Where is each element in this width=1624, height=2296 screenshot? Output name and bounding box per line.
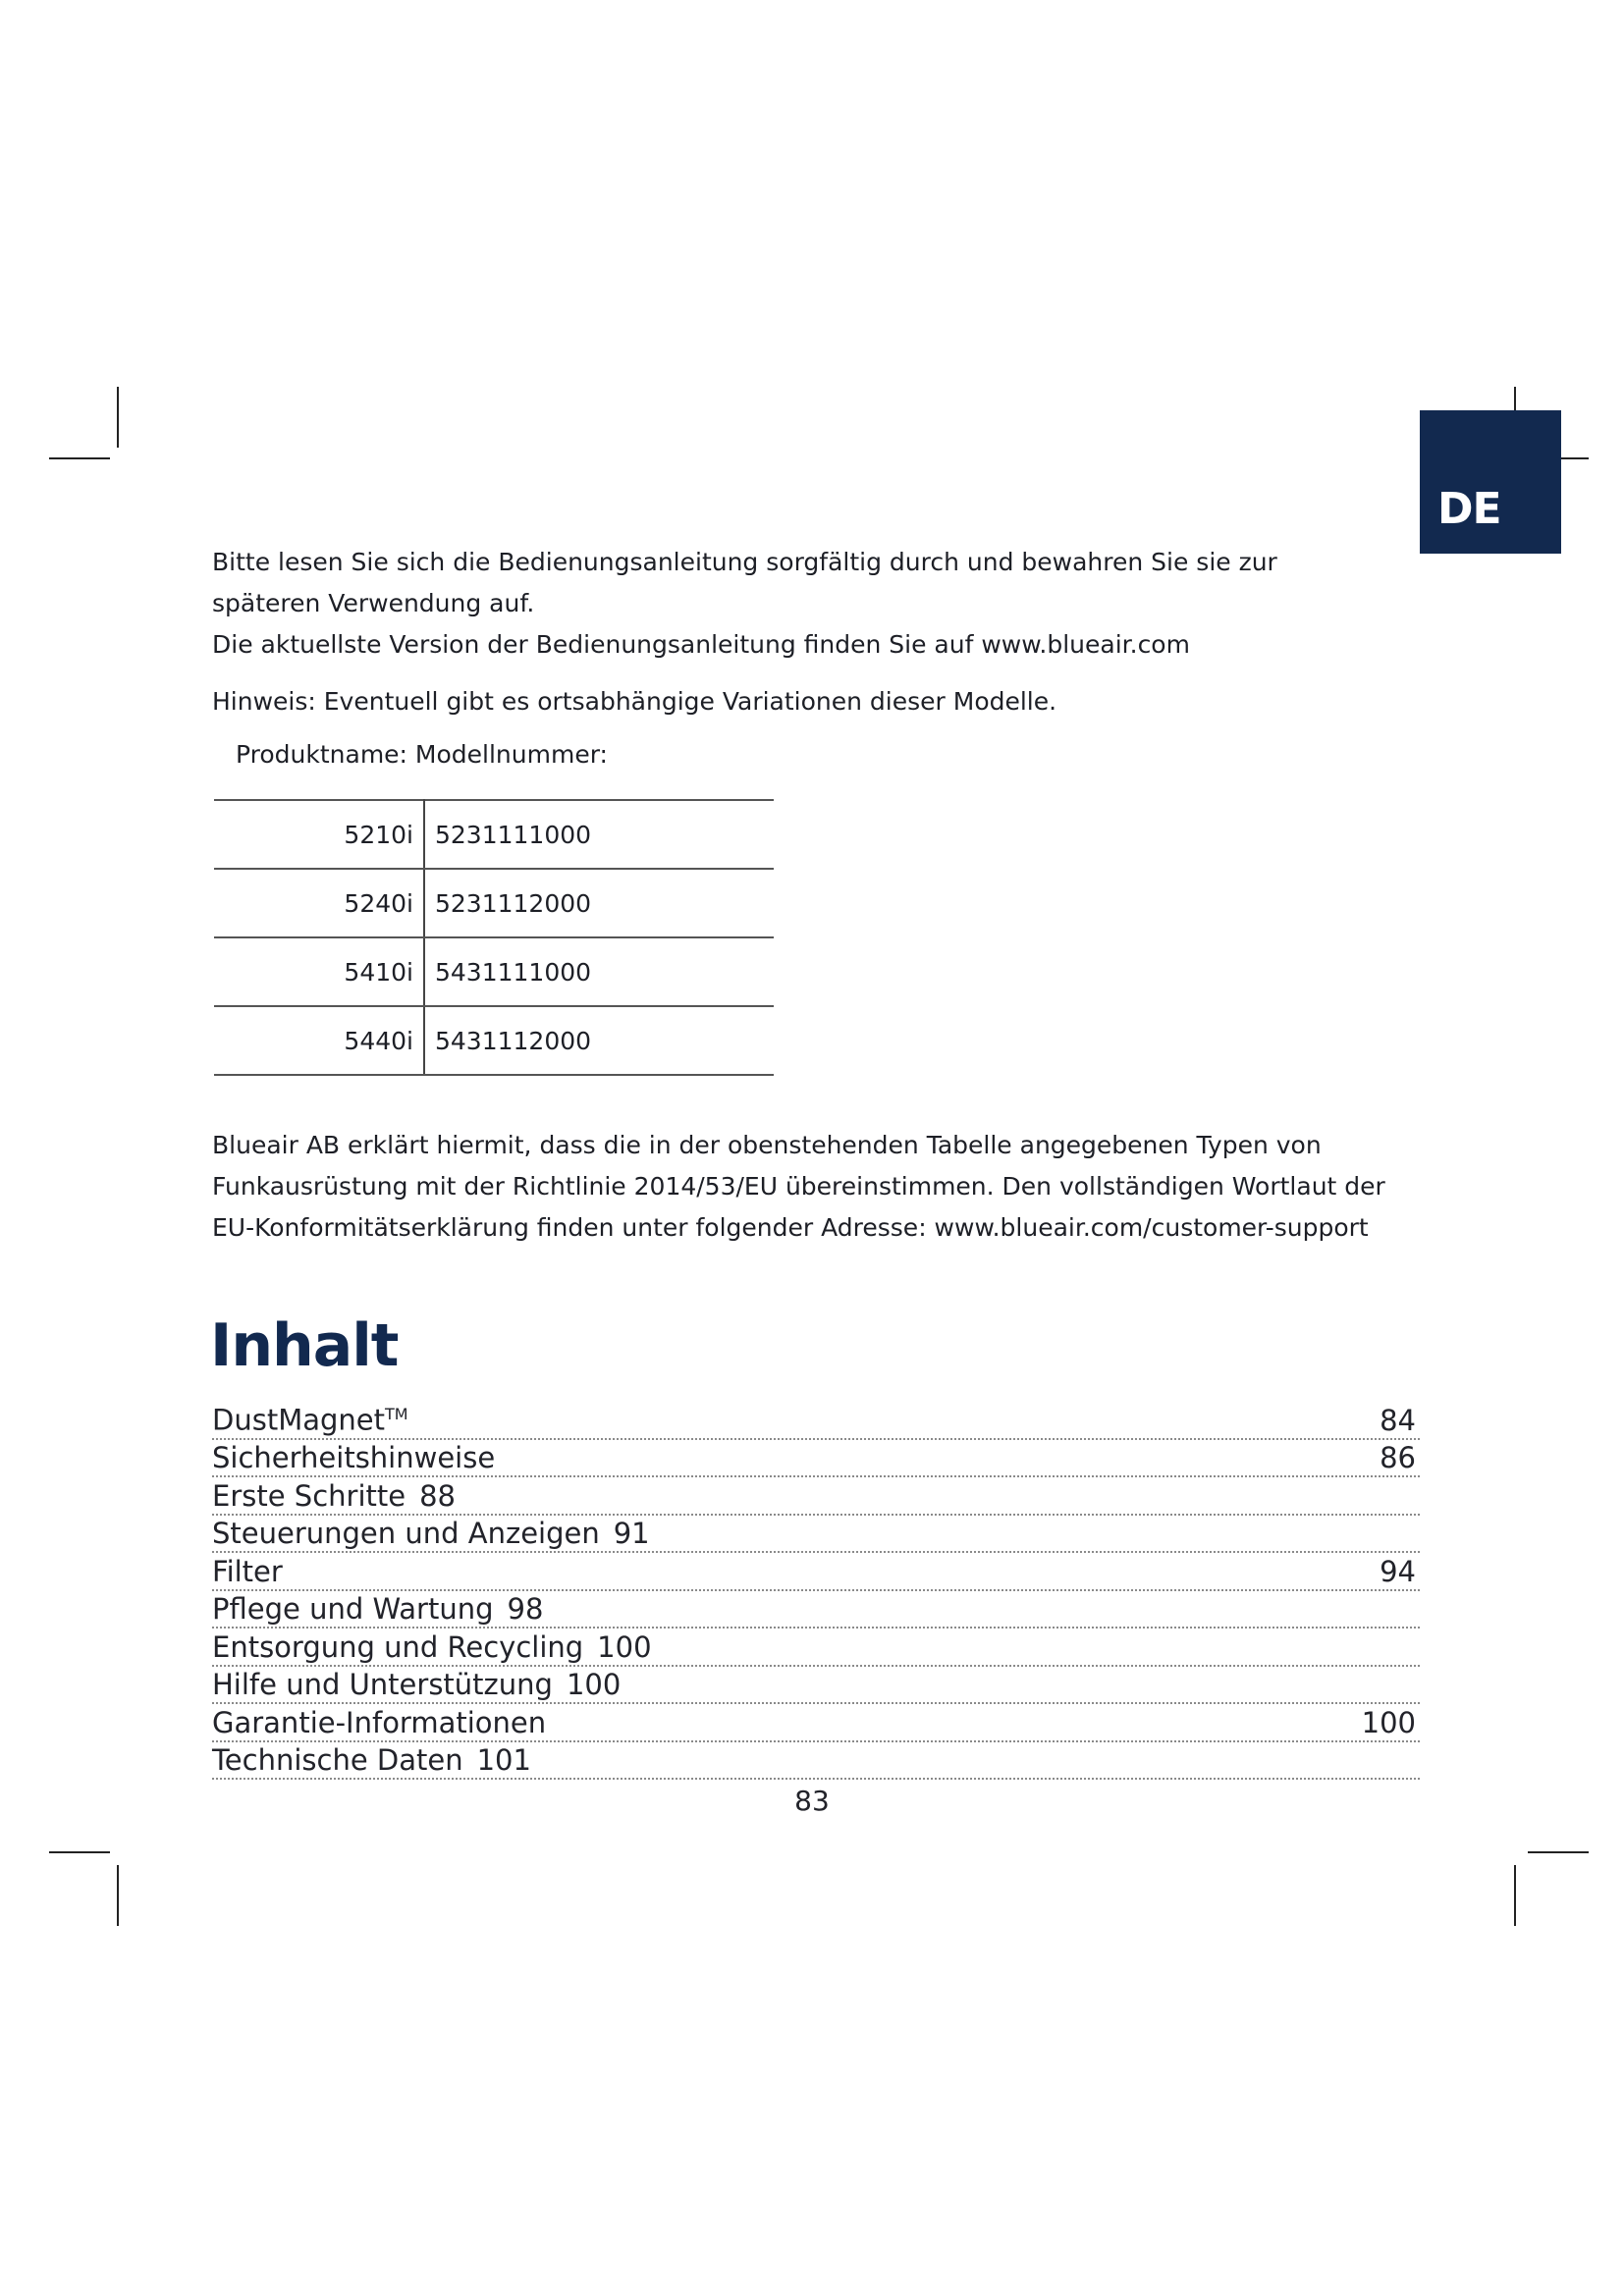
model-cell-left [214,1006,424,1075]
toc-entry-page: 100 [597,1629,652,1664]
model-name: 5240i [344,888,413,918]
toc-entry-page: 101 [476,1743,531,1777]
toc-entry-title-text: DustMagnet [212,1403,385,1437]
model-number: 5231111000 [435,820,592,849]
model-cell-right [424,937,774,1006]
toc-entry-title [212,1667,621,1702]
toc-entry-page: 84 [1380,1403,1416,1437]
crop-mark [49,1851,110,1853]
toc-entry[interactable] [212,1477,1420,1516]
toc-entry-title [212,1440,495,1475]
toc-entry[interactable] [212,1742,1420,1781]
model-name: 5210i [344,820,413,849]
table-of-contents [212,1402,1420,1780]
toc-entry-title [212,1397,408,1438]
toc-entry-title-text: Hilfe und Unterstützung [212,1668,553,1701]
toc-entry-title-text: Steuerungen und Anzeigen [212,1517,600,1550]
intro-line: Bitte lesen Sie sich die Bedienungsanleitung sorgfältig durch und bewahren Sie sie zur späteren Verwendung auf. [212,548,1277,617]
crop-mark [117,1865,119,1926]
crop-mark [117,387,119,448]
model-cell-left [214,869,424,937]
model-table [214,799,774,1076]
toc-entry-title-text: Sicherheitshinweise [212,1441,496,1474]
model-cell-left [214,937,424,1006]
toc-entry-title [212,1478,456,1514]
toc-entry-page: 100 [566,1668,622,1701]
toc-entry[interactable] [212,1402,1420,1440]
trademark-symbol: TM [384,1404,408,1423]
model-cell-right [424,800,774,869]
model-number: 5431111000 [435,957,592,987]
model-number: 5231112000 [435,888,592,918]
table-caption: Produktname: Modellnummer: [236,740,608,769]
table-row [214,800,774,869]
toc-heading: Inhalt [210,1311,399,1380]
crop-mark [1514,1865,1516,1926]
toc-entry-title [212,1516,650,1551]
model-number: 5431112000 [435,1026,592,1055]
toc-entry[interactable] [212,1516,1420,1554]
toc-entry-page: 86 [1380,1441,1416,1474]
language-tab [1420,410,1561,554]
toc-entry-page: 100 [1361,1705,1416,1739]
language-code: DE [1437,484,1501,534]
toc-entry[interactable] [212,1704,1420,1742]
toc-entry-title-text: Garantie-Informationen [212,1705,547,1739]
table-row [214,869,774,937]
page-number: 83 [794,1785,830,1817]
toc-entry-title-text: Erste Schritte [212,1478,406,1513]
toc-entry-title-text: Pflege und Wartung [212,1592,494,1626]
toc-entry[interactable] [212,1667,1420,1705]
model-cell-right [424,869,774,937]
toc-entry-title-text: Technische Daten [212,1743,463,1777]
toc-entry-page: 94 [1380,1554,1416,1588]
toc-entry[interactable] [212,1629,1420,1667]
toc-entry-title [212,1705,546,1740]
table-row [214,937,774,1006]
declaration-text: Blueair AB erklärt hiermit, dass die in der obenstehenden Tabelle angegebenen Typen von Funkausrüstung mit der Richtlinie 2014/53/EU übereinstimmen. Den vollständigen Wortlaut der EU-Konformitätserklärung finden unter folgender Adresse: www.blueair.com/customer-support [212,1131,1385,1242]
crop-mark [1528,1851,1589,1853]
toc-entry-title [212,1742,531,1778]
intro-text [212,542,1390,666]
table-row [214,1006,774,1075]
toc-entry[interactable] [212,1440,1420,1478]
model-cell-left [214,800,424,869]
crop-mark [49,457,110,459]
toc-entry-title-text: Entsorgung und Recycling [212,1629,584,1664]
model-cell-right [424,1006,774,1075]
model-name: 5440i [344,1026,413,1055]
toc-entry-page: 91 [613,1517,650,1550]
toc-entry-page: 98 [507,1592,544,1626]
toc-entry[interactable] [212,1553,1420,1591]
toc-entry[interactable] [212,1591,1420,1629]
model-name: 5410i [344,957,413,987]
intro-line: Die aktuellste Version der Bedienungsanleitung finden Sie auf www.blueair.com [212,630,1190,659]
note-text: Hinweis: Eventuell gibt es ortsabhängige Variationen dieser Modelle. [212,687,1057,716]
toc-entry-title-text: Filter [212,1554,283,1588]
toc-entry-title [212,1629,652,1665]
toc-entry-page: 88 [419,1478,456,1513]
toc-entry-title [212,1591,543,1627]
toc-entry-title [212,1554,283,1589]
